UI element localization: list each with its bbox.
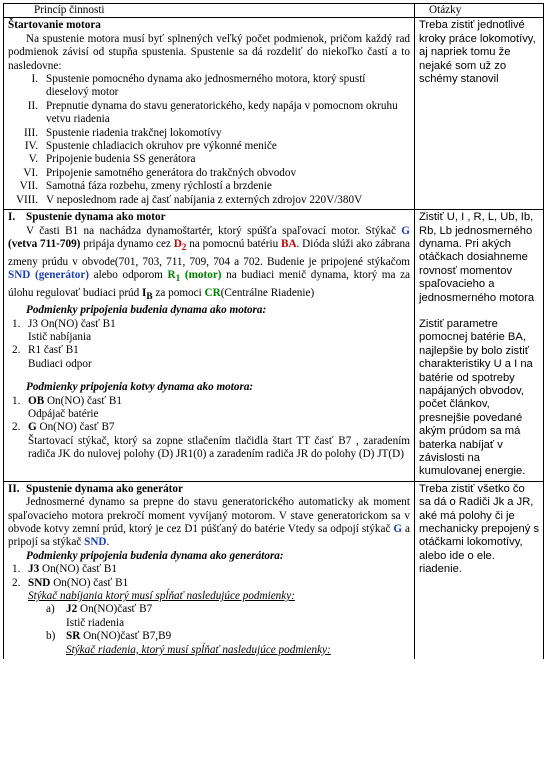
step-item: I. Spustenie pomocného dynama ako jednosmerného motora, ktorý spustí dieselový motor bbox=[31, 73, 366, 99]
condition-desc: Odpájač batérie bbox=[28, 408, 99, 421]
section-dynamo-motor-body bbox=[4, 210, 415, 482]
step-item: IV. Spustenie chladiacich okruhov pre výkonné meniče bbox=[24, 140, 277, 153]
section-title: Štartovanie motora bbox=[8, 19, 101, 32]
section-dynamo-generator-body bbox=[4, 481, 415, 659]
step-item: VI. Pripojenie samotného generátora do trakčných obvodov bbox=[23, 166, 297, 179]
header-row bbox=[4, 4, 544, 18]
step-item: V. Pripojenie budenia SS generátora bbox=[28, 153, 196, 166]
condition-item: 1. OB On(NO) časť B1 bbox=[12, 394, 122, 407]
diode-d2: $D_2$ bbox=[173, 237, 187, 254]
step-item: II. Prepnutie dynama do stavu generatorického, kedy napája v pomocnom okruhu vetvu riadenia bbox=[27, 99, 398, 126]
condition-desc: Istič nabíjania bbox=[28, 331, 92, 344]
sub-condition-item: a) J2 On(NO)časť B7 bbox=[46, 603, 153, 616]
question-cell: Treba zistiť všetko čo sa dá o Radiči Jk a JR, aké má polohy či je mechanicky prepojený s otáčkami lokomotívy, alebo ide o ele. riadenie. bbox=[415, 481, 544, 659]
sub-conditions-heading: Stýkač riadenia, ktorý musí spĺňať nasledujúce podmienky: bbox=[66, 643, 331, 656]
section-paragraph: Jednosmerné dynamo sa prepne do stavu generatorického automaticky ak moment spaľovacieho motora prekročí moment vyvíjaný motorom. V stave generatorickom sa v obvode kotvy zemní prúd, ktorý je cez D1 púšťaný do batérie Vtedy sa odpojí stýkač G a pripojí sa stýkač SND. bbox=[8, 496, 410, 549]
sub-condition-item: b) SR On(NO)časť B7,B9 bbox=[46, 630, 172, 643]
condition-item: 2. R1 časť B1 bbox=[12, 344, 79, 357]
section-dynamo-generator bbox=[4, 481, 544, 659]
question-cell: Treba zistiť jednotlivé kroky práce lokomotívy, aj napriek tomu že nejaké som už zo schémy stanovil bbox=[415, 18, 544, 210]
header-principle: Princíp činnosti bbox=[4, 4, 415, 18]
document-table bbox=[3, 3, 544, 659]
section-start-motor bbox=[4, 18, 544, 210]
condition-desc: Budiaci odpor bbox=[28, 357, 92, 370]
section-start-motor-body bbox=[4, 18, 415, 210]
sub-condition-desc: Istič riadenia bbox=[66, 616, 125, 629]
sub-conditions-heading: Stýkač nabíjania ktorý musí spĺňať nasledujúce podmienky: bbox=[28, 590, 295, 603]
conditions-heading: Podmienky pripojenia kotvy dynama ako motora: bbox=[26, 381, 254, 394]
section-paragraph: V časti B1 na nachádza dynamoštartér, ktorý spúšťa spaľovací motor. Stýkač G (vetva 711-709) pripája dynamo cez $D_2$ na pomocnú batériu BA. Dióda slúži ako zábrana zmeny prúdu v obvode(701, 703, 711, 709, 704 a 702. Budenie je pripojené stýkačom SND (generátor) alebo odporom $R_1$ (motor) na budiaci menič dynama, ktorý ma za úlohu regulovať budiaci prúd $I_B$ za pomoci CR(Centrálne Riadenie) bbox=[8, 224, 411, 302]
step-item: VII. Samotná fáza rozbehu, zmeny rýchlostí a brzdenie bbox=[19, 180, 272, 193]
step-item: VIII. V neposlednom rade aj časť nabíjania z externých zdrojov 220V/380V bbox=[15, 193, 363, 206]
central-control-cr: CR bbox=[204, 286, 221, 299]
section-title: I. Spustenie dynama ako motor bbox=[8, 211, 166, 224]
section-dynamo-motor bbox=[4, 210, 544, 482]
battery-ba: BA bbox=[281, 237, 297, 250]
steps-list bbox=[8, 73, 410, 207]
resistor-r1: $R_1$ bbox=[167, 268, 181, 285]
step-item: III. Spustenie riadenia trakčnej lokomotívy bbox=[24, 126, 222, 139]
conditions-heading: Podmienky pripojenia budenia dynama ako generátora: bbox=[26, 549, 284, 562]
contactor-snd: SND (generátor) bbox=[8, 268, 90, 281]
header-questions: Otázky bbox=[415, 4, 544, 18]
contactor-g: G bbox=[401, 224, 410, 237]
conditions-heading: Podmienky pripojenia budenia dynama ako motora: bbox=[26, 304, 267, 317]
question-cell: Zistiť U, I , R, L, Ub, Ib, Rb, Lb jednosmerného dynama. Pri akých otáčkach dosiahneme rovnosť momentov spaľovacieho a jednosmerného motora Zistiť parametre pomocnej batérie BA, najlepšie by bolo zistiť charakteristiky U a I na batérie od spotreby napájaných obvodov, počet článkov, presnejšie povedané akým prúdom sa má baterka nabíjať v závislosti na kumulovanej energie. bbox=[415, 210, 544, 482]
intro-paragraph: Na spustenie motora musí byť splnených veľký počet podmienok, pričom každý rad podmienok závisí od stupňa spustenia. Spustenie sa dá rozdeliť do niekoľko častí a to nasledovne: bbox=[8, 32, 410, 72]
condition-item: 1. J3 On(NO) časť B1 bbox=[12, 317, 116, 330]
condition-item: 2. SND On(NO) časť B1 bbox=[12, 576, 129, 589]
section-title: II. Spustenie dynama ako generátor bbox=[8, 482, 183, 495]
condition-desc: Štartovací stýkač, ktorý sa zopne stlačením tlačidla štart TT časť B7 , zaradením radiča JK do nulovej polohy (D) JR1(0) a zaradením radiča JR do polohy (D) JT(D) bbox=[28, 434, 410, 461]
condition-item: 1. J3 On(NO) časť B1 bbox=[12, 563, 117, 576]
condition-item: 2. G On(NO) časť B7 bbox=[12, 421, 115, 434]
